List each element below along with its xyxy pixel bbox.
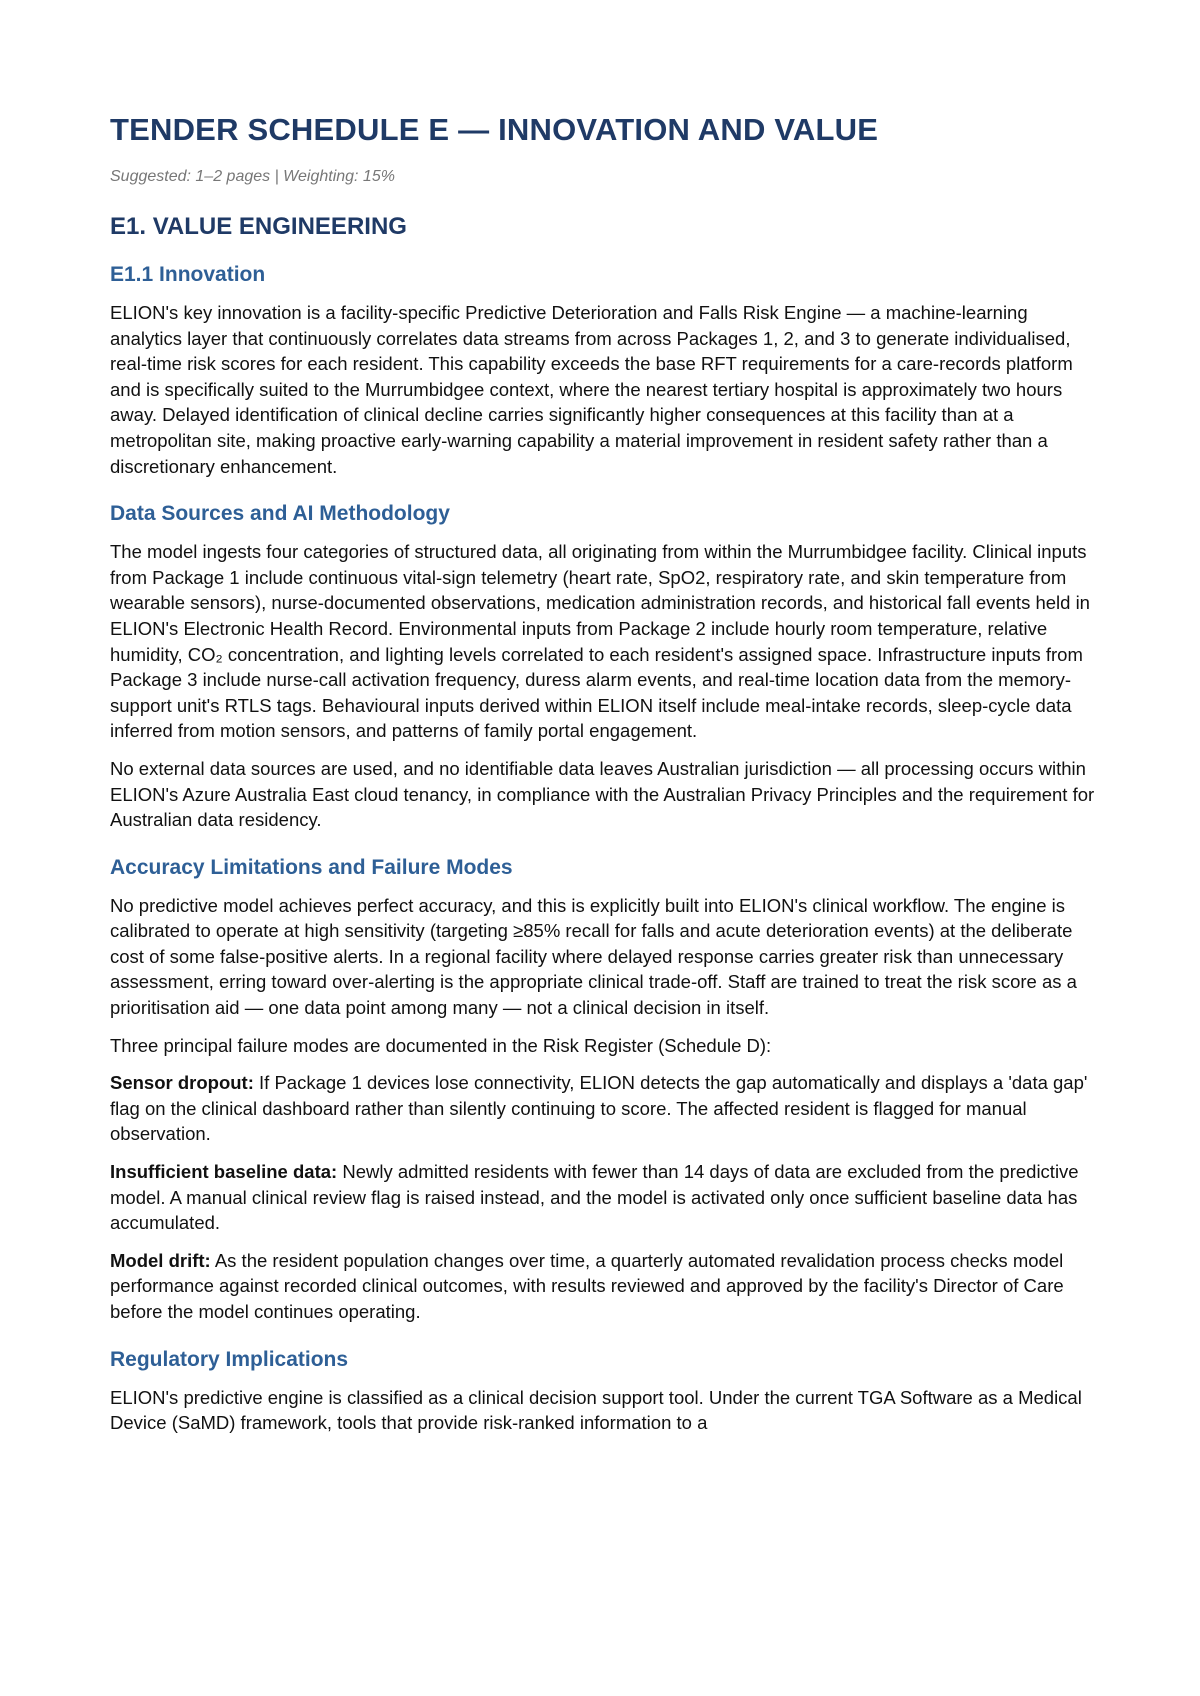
- failure-mode-label: Insufficient baseline data:: [110, 1161, 338, 1183]
- failure-mode-label: Model drift:: [110, 1249, 211, 1271]
- innovation-paragraph: ELION's key innovation is a facility-specific Predictive Deterioration and Falls Risk Engine — a machine-learning analytics layer that continuously correlates data streams from across Packages 1, 2, and 3 to generate individualised, real-time risk scores for each resident. This capability exceeds the base RFT requirements for a care-records platform and is specifically suited to the Murrumbidgee context, where the nearest tertiary hospital is approximately two hours away. Delayed identification of clinical decline carries significantly higher consequences at this facility than at a metropolitan site, making proactive early-warning capability a material improvement in resident safety rather than a discretionary enhancement.: [110, 302, 1073, 477]
- regulatory-paragraph: ELION's predictive engine is classified as a clinical decision support tool. Under the current TGA Software as a Medical Device (SaMD) framework, tools that provide risk-ranked information to a: [110, 1386, 1082, 1434]
- heading-regulatory: Regulatory Implications: [110, 1347, 349, 1371]
- failure-mode-text: If Package 1 devices lose connectivity, ELION detects the gap automatically and displays a 'data gap' flag on the clinical dashboard rather than silently continuing to score. The affected resident is flagged for manual observation.: [110, 1072, 1088, 1145]
- failure-mode-text: As the resident population changes over time, a quarterly automated revalidation process checks model performance against recorded clinical outcomes, with results reviewed and approved by the facility's Director of Care before the model continues operating.: [110, 1249, 1064, 1322]
- data-sources-paragraph-2: No external data sources are used, and no identifiable data leaves Australian jurisdiction — all processing occurs within ELION's Azure Australia East cloud tenancy, in compliance with the Australian Privacy Principles and the requirement for Australian data residency.: [110, 757, 1095, 831]
- heading-accuracy: Accuracy Limitations and Failure Modes: [110, 855, 513, 879]
- document-body: [110, 108, 1100, 1436]
- data-sources-paragraph-1: The model ingests four categories of structured data, all originating from within the Murrumbidgee facility. Clinical inputs from Package 1 include continuous vital-sign telemetry (heart rate, SpO2, respiratory rate, and skin temperature from wearable sensors), nurse-documented observations, medication administration records, and historical fall events held in ELION's Electronic Health Record. Environmental inputs from Package 2 include hourly room temperature, relative humidity, CO₂ concentration, and lighting levels correlated to each resident's assigned space. Infrastructure inputs from Package 3 include nurse-call activation frequency, duress alarm events, and real-time location data from the memory-support unit's RTLS tags. Behavioural inputs derived within ELION itself include meal-intake records, sleep-cycle data inferred from motion sensors, and patterns of family portal engagement.: [110, 541, 1090, 742]
- failure-mode-label: Sensor dropout:: [110, 1072, 254, 1094]
- accuracy-paragraph-2: Three principal failure modes are documented in the Risk Register (Schedule D):: [110, 1034, 772, 1056]
- document-title: TENDER SCHEDULE E — INNOVATION AND VALUE: [110, 112, 879, 147]
- section-heading: E1. VALUE ENGINEERING: [110, 213, 407, 240]
- accuracy-paragraph-1: No predictive model achieves perfect accuracy, and this is explicitly built into ELION's clinical workflow. The engine is calibrated to operate at high sensitivity (targeting ≥85% recall for falls and acute deterioration events) at the deliberate cost of some false-positive alerts. In a regional facility where delayed response carries greater risk than unnecessary assessment, erring toward over-alerting is the appropriate clinical trade-off. Staff are trained to treat the risk score as a prioritisation aid — one data point among many — not a clinical decision in itself.: [110, 894, 1077, 1019]
- heading-data-sources: Data Sources and AI Methodology: [110, 502, 450, 526]
- failure-mode-text: Newly admitted residents with fewer than 14 days of data are excluded from the predictive model. A manual clinical review flag is raised instead, and the model is activated only once sufficient baseline data has accumulated.: [110, 1161, 1079, 1234]
- subsection-heading-innovation: E1.1 Innovation: [110, 263, 266, 286]
- failure-mode-sensor-dropout: [110, 1070, 1100, 1147]
- failure-mode-baseline-data: [110, 1159, 1100, 1236]
- document-meta: Suggested: 1–2 pages | Weighting: 15%: [110, 168, 395, 185]
- failure-mode-model-drift: [110, 1248, 1100, 1325]
